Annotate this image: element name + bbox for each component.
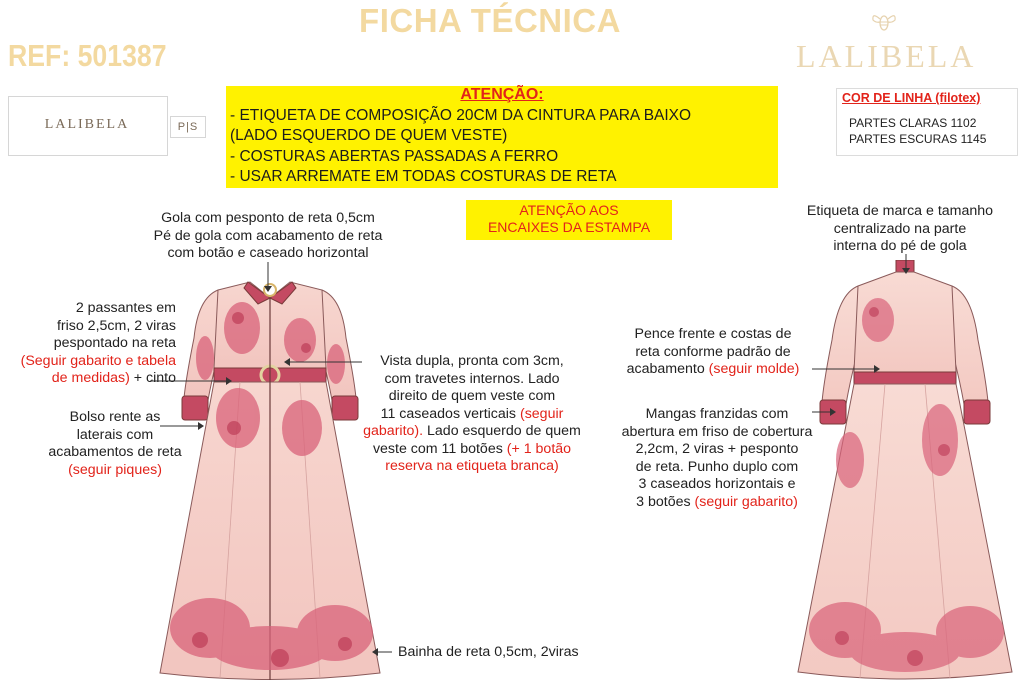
note-text: 3 botões bbox=[636, 493, 695, 510]
note-line bbox=[354, 441, 590, 459]
note-emphasis: de medidas) bbox=[51, 370, 130, 386]
hem-note: Bainha de reta 0,5cm, 2viras bbox=[398, 644, 579, 660]
thread-color-title: COR DE LINHA (filotex) bbox=[842, 91, 981, 105]
brand-label-text: LALIBELA bbox=[44, 117, 130, 132]
brand-logo: LALIBELA bbox=[796, 38, 977, 74]
note-line: direito de quem veste com bbox=[388, 388, 556, 404]
note-text: 11 caseados verticais bbox=[380, 405, 520, 422]
note-line: abertura em friso de cobertura bbox=[621, 423, 813, 440]
note-line: acabamentos de reta bbox=[48, 444, 182, 460]
note-line: centralizado na parte bbox=[833, 220, 967, 237]
note-line: laterais com bbox=[76, 426, 154, 443]
note-line: com botão e caseado horizontal bbox=[167, 245, 369, 261]
size-label: P|S bbox=[170, 116, 206, 138]
note-emphasis: (seguir gabarito) bbox=[694, 493, 798, 510]
note-line: interna do pé de gola bbox=[833, 238, 967, 254]
note-line: (Seguir gabarito e tabela bbox=[20, 352, 176, 369]
note-text: acabamento bbox=[626, 361, 709, 377]
note-line bbox=[0, 370, 176, 388]
attention-line: - USAR ARREMATE EM TODAS COSTURAS DE RETA bbox=[230, 168, 617, 185]
page-title: FICHA TÉCNICA bbox=[359, 2, 621, 39]
attention-line: - ETIQUETA DE COMPOSIÇÃO 20CM DA CINTURA PARA BAIXO bbox=[230, 107, 692, 124]
note-line: Bolso rente as bbox=[69, 409, 161, 425]
belt-loops-note bbox=[0, 300, 176, 388]
print-notice-line: ATENÇÃO AOS bbox=[519, 202, 619, 218]
attention-line: (LADO ESQUERDO DE QUEM VESTE) bbox=[230, 127, 508, 144]
note-text: veste com 11 botões bbox=[372, 440, 507, 457]
note-line: reta conforme padrão de bbox=[635, 343, 791, 360]
back-label-note bbox=[780, 203, 1020, 256]
note-emphasis: (+ 1 botão bbox=[506, 440, 572, 457]
placket-note bbox=[354, 353, 590, 476]
note-line: 2,2cm, 2 viras + pesponto bbox=[635, 441, 799, 457]
note-line: com travetes internos. Lado bbox=[384, 370, 560, 387]
thread-color-light: PARTES CLARAS 1102 bbox=[849, 116, 977, 130]
note-line: 3 caseados horizontais e bbox=[638, 476, 796, 492]
note-line: friso 2,5cm, 2 viras bbox=[56, 317, 176, 334]
note-line: 2 passantes em bbox=[75, 300, 176, 316]
note-emphasis: (seguir bbox=[519, 405, 564, 422]
note-line: Pé de gola com acabamento de reta bbox=[153, 227, 383, 244]
note-line: de reta. Punho duplo com bbox=[635, 458, 799, 475]
note-line: pespontado na reta bbox=[53, 335, 176, 351]
note-text: + cinto bbox=[129, 370, 176, 386]
note-line: Gola com pesponto de reta 0,5cm bbox=[161, 210, 375, 226]
note-line: reserva na etiqueta branca) bbox=[385, 458, 559, 474]
attention-line: - COSTURAS ABERTAS PASSADAS A FERRO bbox=[230, 148, 559, 165]
attention-title: ATENÇÃO: bbox=[460, 86, 544, 103]
reference-code: REF: 501387 bbox=[8, 38, 167, 73]
note-line: (seguir piques) bbox=[68, 461, 162, 478]
thread-color-dark: PARTES ESCURAS 1145 bbox=[849, 132, 987, 146]
collar-note bbox=[120, 210, 416, 263]
note-emphasis: (seguir molde) bbox=[708, 361, 800, 377]
sleeves-note bbox=[600, 406, 834, 511]
print-notice-line: ENCAIXES DA ESTAMPA bbox=[487, 219, 651, 235]
note-text: Lado esquerdo de quem bbox=[423, 423, 581, 439]
note-line: Vista dupla, pronta com 3cm, bbox=[380, 353, 564, 369]
note-line bbox=[354, 423, 590, 441]
darts-note bbox=[600, 326, 826, 379]
note-line bbox=[354, 406, 590, 424]
note-line bbox=[600, 361, 826, 379]
pocket-note bbox=[40, 409, 190, 479]
note-line: Pence frente e costas de bbox=[634, 326, 792, 342]
note-line: Mangas franzidas com bbox=[645, 406, 789, 422]
note-line bbox=[600, 494, 834, 512]
note-emphasis: gabarito). bbox=[363, 423, 424, 439]
note-line: Etiqueta de marca e tamanho bbox=[806, 203, 994, 219]
